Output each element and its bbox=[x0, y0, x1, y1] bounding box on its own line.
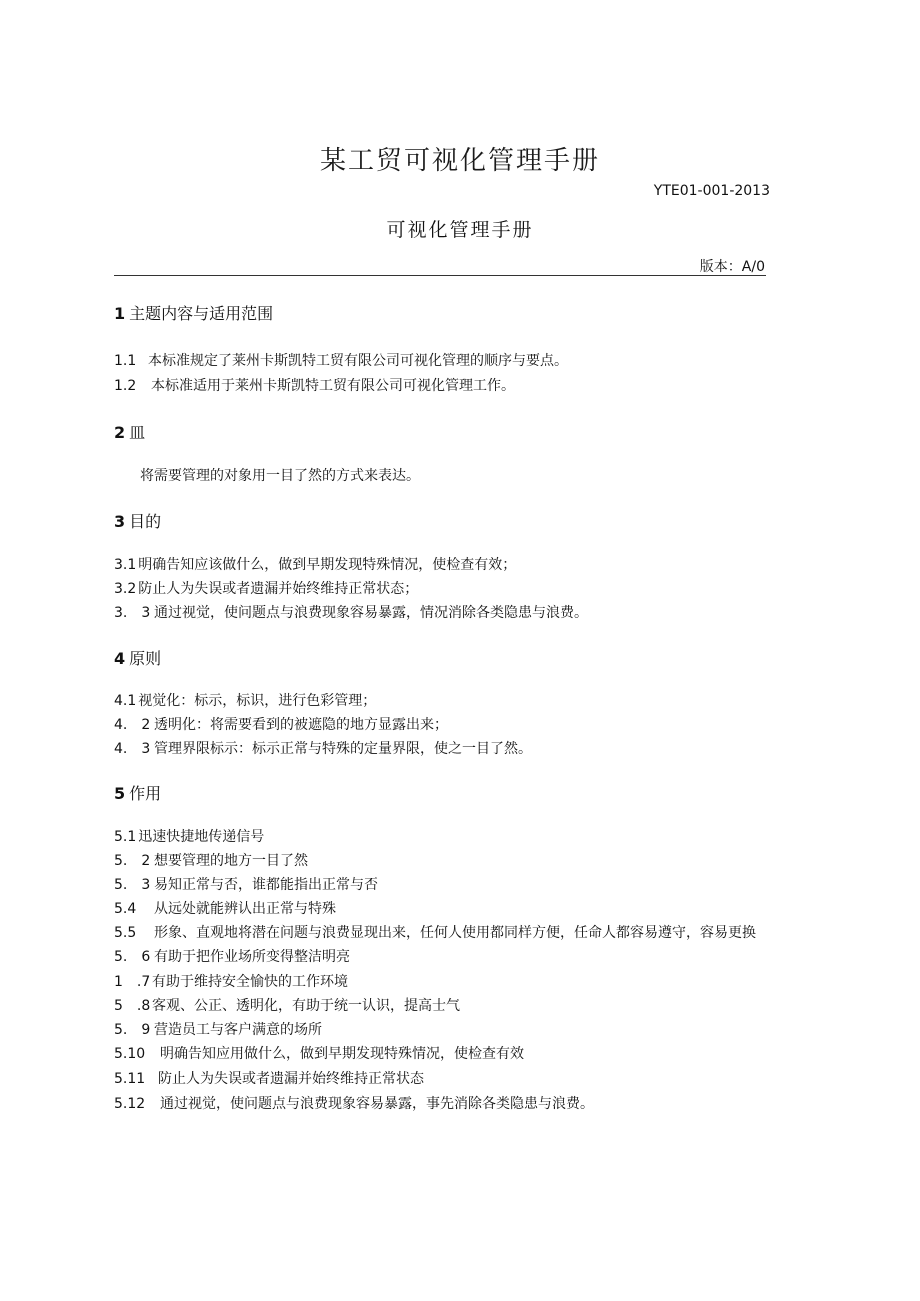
section-heading-2 bbox=[114, 420, 145, 443]
section-title: 目的 bbox=[129, 512, 162, 531]
list-item bbox=[114, 375, 515, 395]
section-heading-3 bbox=[114, 509, 161, 532]
item-number: 4. 3 bbox=[114, 741, 151, 757]
item-number: 3. 3 bbox=[114, 605, 151, 621]
item-text: 有助于把作业场所变得整洁明亮 bbox=[154, 949, 350, 965]
item-text: 从远处就能辨认出正常与特殊 bbox=[154, 901, 336, 917]
list-item bbox=[114, 898, 336, 918]
item-text: 明确告知应用做什么，做到早期发现特殊情况，使检查有效 bbox=[160, 1046, 524, 1062]
list-item bbox=[114, 1068, 424, 1088]
item-text: 管理界限标示：标示正常与特殊的定量界限，使之一目了然。 bbox=[154, 741, 532, 757]
item-text: 通过视觉，使问题点与浪费现象容易暴露，事先消除各类隐患与浪费。 bbox=[160, 1096, 594, 1112]
item-number: 5.4 bbox=[114, 901, 137, 917]
definition-paragraph: 将需要管理的对象用一目了然的方式来表达。 bbox=[140, 468, 420, 484]
item-number: 5. 3 bbox=[114, 877, 151, 893]
item-number: 4.1 bbox=[114, 693, 137, 709]
list-item bbox=[114, 1019, 322, 1039]
section-title: 主题内容与适用范围 bbox=[129, 304, 274, 323]
document-subtitle: 可视化管理手册 bbox=[386, 219, 534, 241]
item-number: 3.1 bbox=[114, 557, 137, 573]
section-number: 1 bbox=[114, 304, 126, 323]
list-item bbox=[114, 690, 376, 710]
list-item bbox=[114, 971, 348, 991]
item-number: 5 .8 bbox=[114, 998, 151, 1014]
section-heading-1 bbox=[114, 301, 273, 324]
item-text: 防止人为失误或者遗漏并始终维持正常状态 bbox=[158, 1071, 424, 1087]
list-item bbox=[114, 850, 308, 870]
item-number: 1.2 bbox=[114, 378, 137, 394]
item-number: 5.10 bbox=[114, 1046, 146, 1062]
item-text: 明确告知应该做什么，做到早期发现特殊情况，使检查有效； bbox=[138, 557, 517, 573]
item-number: 5. 9 bbox=[114, 1022, 151, 1038]
list-item bbox=[114, 1043, 524, 1063]
item-text: 本标准适用于莱州卡斯凯特工贸有限公司可视化管理工作。 bbox=[151, 378, 515, 394]
item-number: 5.1 bbox=[114, 829, 137, 845]
section-title: 皿 bbox=[129, 423, 146, 442]
section-heading-5 bbox=[114, 781, 161, 804]
item-text: 营造员工与客户满意的场所 bbox=[154, 1022, 322, 1038]
item-text: 透明化：将需要看到的被遮隐的地方显露出来； bbox=[154, 717, 448, 733]
section-number: 2 bbox=[114, 423, 126, 442]
section-number: 5 bbox=[114, 784, 126, 803]
list-item bbox=[114, 826, 264, 846]
item-text: 迅速快捷地传递信号 bbox=[138, 829, 265, 845]
list-item bbox=[114, 874, 378, 894]
item-text: 视觉化：标示，标识，进行色彩管理； bbox=[138, 693, 377, 709]
item-number: 1 .7 bbox=[114, 974, 151, 990]
item-text: 易知正常与否，谁都能指出正常与否 bbox=[154, 877, 378, 893]
list-item bbox=[114, 946, 350, 966]
list-item bbox=[114, 602, 588, 622]
item-number: 5.5 bbox=[114, 925, 137, 941]
document-title: 某工贸可视化管理手册 bbox=[319, 146, 600, 176]
list-item bbox=[114, 1093, 594, 1113]
version-label: 版本：A/0 bbox=[699, 259, 765, 275]
item-text: 想要管理的地方一目了然 bbox=[154, 853, 308, 869]
item-text: 通过视觉，使问题点与浪费现象容易暴露，情况消除各类隐患与浪费。 bbox=[154, 605, 588, 621]
section-number: 3 bbox=[114, 512, 126, 531]
section-title: 作用 bbox=[129, 784, 162, 803]
section-title: 原则 bbox=[129, 649, 162, 668]
list-item bbox=[114, 554, 516, 574]
list-item bbox=[114, 578, 418, 598]
item-number: 5. 6 bbox=[114, 949, 151, 965]
item-text: 客观、公正、透明化，有助于统一认识，提高士气 bbox=[152, 998, 460, 1014]
item-text: 防止人为失误或者遗漏并始终维持正常状态； bbox=[138, 581, 419, 597]
list-item bbox=[114, 922, 756, 942]
list-item bbox=[114, 350, 568, 370]
section-heading-4 bbox=[114, 646, 161, 669]
header-divider bbox=[114, 275, 766, 276]
item-number: 5.12 bbox=[114, 1096, 146, 1112]
list-item bbox=[114, 738, 532, 758]
item-number: 5. 2 bbox=[114, 853, 151, 869]
item-number: 5.11 bbox=[114, 1071, 146, 1087]
item-number: 4. 2 bbox=[114, 717, 151, 733]
item-number: 1.1 bbox=[114, 353, 137, 369]
item-text: 本标准规定了莱州卡斯凯特工贸有限公司可视化管理的顺序与要点。 bbox=[148, 353, 568, 369]
item-text: 有助于维持安全愉快的工作环境 bbox=[152, 974, 348, 990]
list-item bbox=[114, 995, 460, 1015]
item-number: 3.2 bbox=[114, 581, 137, 597]
list-item bbox=[114, 714, 448, 734]
document-code: YTE01-001-2013 bbox=[653, 183, 770, 199]
section-number: 4 bbox=[114, 649, 126, 668]
item-text: 形象、直观地将潜在问题与浪费显现出来，任何人使用都同样方便，任命人都容易遵守，容易更换 bbox=[154, 925, 756, 941]
